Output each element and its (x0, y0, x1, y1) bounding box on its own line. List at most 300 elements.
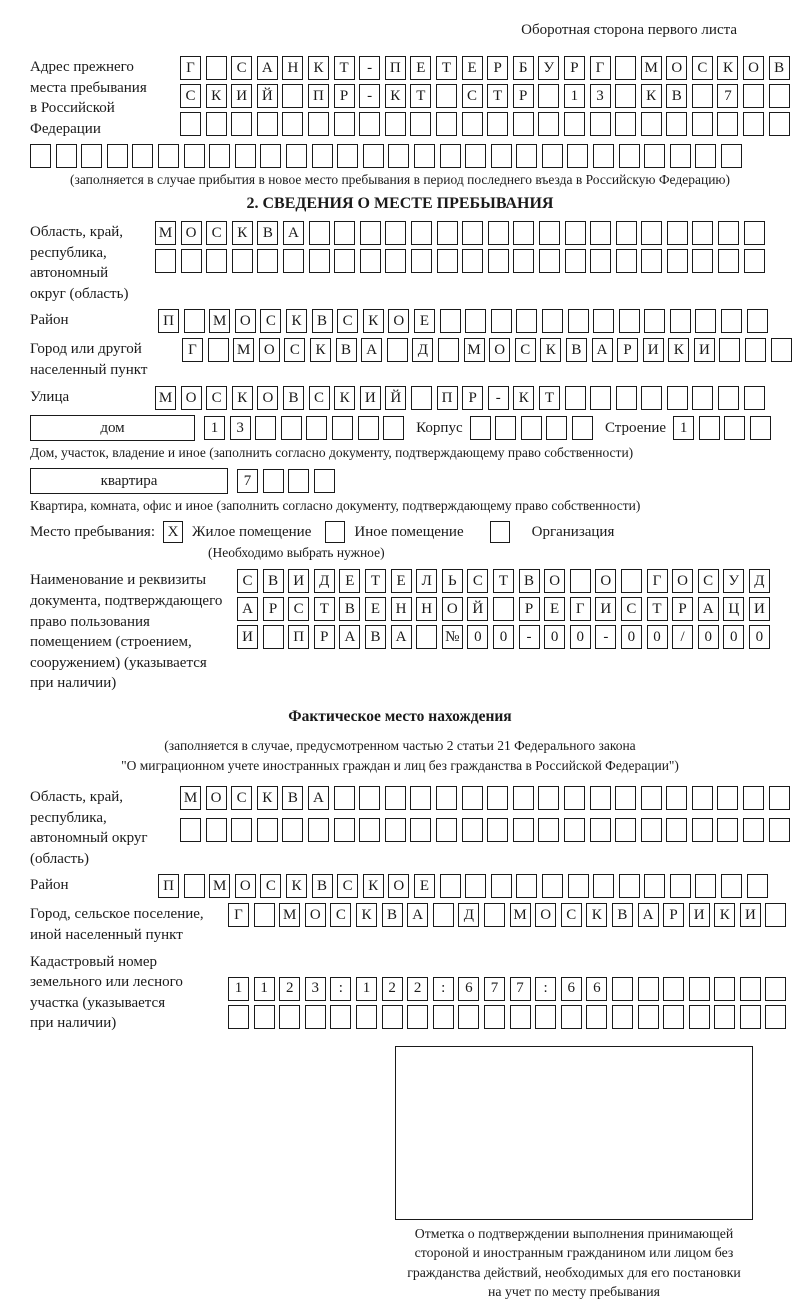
char-cell[interactable]: И (689, 903, 710, 927)
char-cell[interactable]: М (209, 874, 230, 898)
char-cell[interactable] (644, 309, 665, 333)
char-cell[interactable] (411, 249, 432, 273)
char-cell[interactable] (714, 1005, 735, 1029)
char-cell[interactable] (462, 221, 483, 245)
char-cell[interactable] (565, 221, 586, 245)
char-cell[interactable]: С (180, 84, 201, 108)
char-cell[interactable]: С (515, 338, 536, 362)
char-cell[interactable]: В (263, 569, 284, 593)
char-cell[interactable]: 1 (228, 977, 249, 1001)
char-cell[interactable]: Р (334, 84, 355, 108)
char-cell[interactable] (465, 874, 486, 898)
char-cell[interactable]: К (363, 309, 384, 333)
char-cell[interactable]: С (206, 386, 227, 410)
char-cell[interactable]: 1 (564, 84, 585, 108)
char-cell[interactable]: О (672, 569, 693, 593)
char-cell[interactable] (257, 818, 278, 842)
char-cell[interactable]: 2 (279, 977, 300, 1001)
char-cell[interactable] (621, 569, 642, 593)
char-cell[interactable]: С (260, 309, 281, 333)
char-cell[interactable]: М (180, 786, 201, 810)
char-cell[interactable]: Т (487, 84, 508, 108)
char-cell[interactable]: Р (513, 84, 534, 108)
char-cell[interactable]: № (442, 625, 463, 649)
char-cell[interactable] (564, 818, 585, 842)
char-cell[interactable]: Е (544, 597, 565, 621)
char-cell[interactable] (462, 786, 483, 810)
char-cell[interactable] (695, 144, 716, 168)
char-cell[interactable] (132, 144, 153, 168)
char-cell[interactable] (638, 1005, 659, 1029)
char-cell[interactable] (436, 112, 457, 136)
char-cell[interactable] (615, 84, 636, 108)
char-cell[interactable]: В (612, 903, 633, 927)
char-cell[interactable] (491, 874, 512, 898)
char-cell[interactable]: 0 (544, 625, 565, 649)
char-cell[interactable] (615, 818, 636, 842)
char-cell[interactable]: А (308, 786, 329, 810)
char-cell[interactable]: И (749, 597, 770, 621)
char-cell[interactable]: 0 (621, 625, 642, 649)
char-cell[interactable] (383, 416, 404, 440)
char-cell[interactable]: Н (282, 56, 303, 80)
char-cell[interactable] (465, 144, 486, 168)
char-cell[interactable] (538, 84, 559, 108)
char-cell[interactable]: И (288, 569, 309, 593)
char-cell[interactable] (360, 221, 381, 245)
char-cell[interactable]: И (595, 597, 616, 621)
char-cell[interactable] (260, 144, 281, 168)
char-cell[interactable]: И (360, 386, 381, 410)
char-cell[interactable] (387, 338, 408, 362)
char-cell[interactable] (619, 874, 640, 898)
char-cell[interactable] (695, 309, 716, 333)
char-cell[interactable]: В (282, 786, 303, 810)
char-cell[interactable] (667, 249, 688, 273)
char-cell[interactable] (564, 786, 585, 810)
char-cell[interactable] (30, 144, 51, 168)
char-cell[interactable]: П (288, 625, 309, 649)
char-cell[interactable]: С (206, 221, 227, 245)
char-cell[interactable] (330, 1005, 351, 1029)
char-cell[interactable] (721, 874, 742, 898)
char-cell[interactable]: С (309, 386, 330, 410)
char-cell[interactable] (717, 112, 738, 136)
char-cell[interactable] (359, 112, 380, 136)
char-cell[interactable] (750, 416, 771, 440)
char-cell[interactable]: В (312, 874, 333, 898)
char-cell[interactable] (385, 786, 406, 810)
char-cell[interactable]: О (666, 56, 687, 80)
char-cell[interactable] (334, 818, 355, 842)
char-cell[interactable]: В (339, 597, 360, 621)
char-cell[interactable] (721, 144, 742, 168)
char-cell[interactable] (513, 221, 534, 245)
char-cell[interactable] (590, 112, 611, 136)
char-cell[interactable] (487, 786, 508, 810)
char-cell[interactable] (312, 144, 333, 168)
char-cell[interactable] (263, 469, 284, 493)
char-cell[interactable] (771, 338, 792, 362)
char-cell[interactable] (359, 818, 380, 842)
char-cell[interactable]: Т (436, 56, 457, 80)
char-cell[interactable]: 7 (484, 977, 505, 1001)
char-cell[interactable] (615, 56, 636, 80)
char-cell[interactable] (670, 874, 691, 898)
char-cell[interactable]: П (385, 56, 406, 80)
char-cell[interactable] (670, 309, 691, 333)
char-cell[interactable] (385, 818, 406, 842)
house-type-box[interactable]: дом (30, 415, 195, 441)
char-cell[interactable] (462, 112, 483, 136)
char-cell[interactable] (765, 1005, 786, 1029)
char-cell[interactable] (306, 416, 327, 440)
char-cell[interactable] (692, 249, 713, 273)
char-cell[interactable] (644, 874, 665, 898)
char-cell[interactable] (516, 874, 537, 898)
char-cell[interactable] (765, 977, 786, 1001)
char-cell[interactable]: К (232, 221, 253, 245)
char-cell[interactable]: С (462, 84, 483, 108)
char-cell[interactable] (670, 144, 691, 168)
char-cell[interactable] (538, 818, 559, 842)
char-cell[interactable]: / (672, 625, 693, 649)
char-cell[interactable] (666, 112, 687, 136)
char-cell[interactable]: П (308, 84, 329, 108)
char-cell[interactable]: - (359, 84, 380, 108)
char-cell[interactable] (385, 112, 406, 136)
char-cell[interactable] (305, 1005, 326, 1029)
char-cell[interactable]: 0 (647, 625, 668, 649)
char-cell[interactable] (334, 112, 355, 136)
char-cell[interactable]: Н (416, 597, 437, 621)
char-cell[interactable]: А (638, 903, 659, 927)
char-cell[interactable]: 7 (237, 469, 258, 493)
char-cell[interactable]: С (288, 597, 309, 621)
char-cell[interactable] (484, 1005, 505, 1029)
char-cell[interactable]: М (279, 903, 300, 927)
char-cell[interactable] (692, 112, 713, 136)
char-cell[interactable]: О (544, 569, 565, 593)
char-cell[interactable] (462, 249, 483, 273)
char-cell[interactable] (570, 569, 591, 593)
char-cell[interactable] (360, 249, 381, 273)
char-cell[interactable]: - (595, 625, 616, 649)
char-cell[interactable] (745, 338, 766, 362)
char-cell[interactable]: А (257, 56, 278, 80)
char-cell[interactable]: Б (513, 56, 534, 80)
char-cell[interactable] (436, 84, 457, 108)
char-cell[interactable]: 0 (467, 625, 488, 649)
char-cell[interactable]: К (286, 309, 307, 333)
char-cell[interactable] (513, 249, 534, 273)
char-cell[interactable]: С (330, 903, 351, 927)
char-cell[interactable] (206, 249, 227, 273)
char-cell[interactable]: О (388, 309, 409, 333)
char-cell[interactable] (484, 903, 505, 927)
char-cell[interactable] (667, 221, 688, 245)
char-cell[interactable]: О (257, 386, 278, 410)
char-cell[interactable]: 1 (356, 977, 377, 1001)
char-cell[interactable] (180, 818, 201, 842)
char-cell[interactable]: Й (385, 386, 406, 410)
char-cell[interactable] (666, 786, 687, 810)
char-cell[interactable] (495, 416, 516, 440)
char-cell[interactable]: 1 (204, 416, 225, 440)
char-cell[interactable] (488, 249, 509, 273)
char-cell[interactable]: Е (391, 569, 412, 593)
char-cell[interactable]: П (158, 309, 179, 333)
char-cell[interactable] (689, 977, 710, 1001)
char-cell[interactable] (718, 249, 739, 273)
char-cell[interactable]: М (233, 338, 254, 362)
char-cell[interactable] (612, 977, 633, 1001)
char-cell[interactable] (263, 625, 284, 649)
char-cell[interactable] (539, 249, 560, 273)
char-cell[interactable] (568, 874, 589, 898)
char-cell[interactable] (309, 221, 330, 245)
char-cell[interactable] (663, 977, 684, 1001)
char-cell[interactable]: 7 (510, 977, 531, 1001)
char-cell[interactable] (718, 221, 739, 245)
char-cell[interactable]: Г (182, 338, 203, 362)
char-cell[interactable] (747, 874, 768, 898)
char-cell[interactable]: В (382, 903, 403, 927)
char-cell[interactable] (279, 1005, 300, 1029)
char-cell[interactable] (692, 818, 713, 842)
char-cell[interactable]: В (312, 309, 333, 333)
char-cell[interactable]: К (385, 84, 406, 108)
char-cell[interactable]: С (621, 597, 642, 621)
char-cell[interactable]: Р (564, 56, 585, 80)
char-cell[interactable] (81, 144, 102, 168)
char-cell[interactable]: Т (334, 56, 355, 80)
char-cell[interactable] (332, 416, 353, 440)
char-cell[interactable] (740, 977, 761, 1001)
char-cell[interactable] (228, 1005, 249, 1029)
char-cell[interactable]: С (231, 56, 252, 80)
char-cell[interactable]: И (237, 625, 258, 649)
char-cell[interactable]: И (643, 338, 664, 362)
char-cell[interactable] (433, 903, 454, 927)
char-cell[interactable]: С (231, 786, 252, 810)
char-cell[interactable] (458, 1005, 479, 1029)
char-cell[interactable] (411, 386, 432, 410)
char-cell[interactable] (493, 597, 514, 621)
char-cell[interactable] (593, 309, 614, 333)
char-cell[interactable] (692, 221, 713, 245)
char-cell[interactable]: К (257, 786, 278, 810)
char-cell[interactable]: А (283, 221, 304, 245)
char-cell[interactable] (513, 818, 534, 842)
char-cell[interactable]: - (359, 56, 380, 80)
char-cell[interactable] (616, 249, 637, 273)
char-cell[interactable] (619, 309, 640, 333)
char-cell[interactable] (359, 786, 380, 810)
char-cell[interactable]: Р (617, 338, 638, 362)
char-cell[interactable]: 0 (493, 625, 514, 649)
char-cell[interactable]: В (566, 338, 587, 362)
char-cell[interactable] (619, 144, 640, 168)
char-cell[interactable]: Е (410, 56, 431, 80)
char-cell[interactable] (491, 144, 512, 168)
char-cell[interactable] (667, 386, 688, 410)
char-cell[interactable] (334, 786, 355, 810)
char-cell[interactable]: Р (314, 625, 335, 649)
char-cell[interactable]: О (743, 56, 764, 80)
char-cell[interactable] (717, 818, 738, 842)
char-cell[interactable]: У (723, 569, 744, 593)
char-cell[interactable] (535, 1005, 556, 1029)
char-cell[interactable]: К (334, 386, 355, 410)
char-cell[interactable] (314, 469, 335, 493)
char-cell[interactable] (724, 416, 745, 440)
char-cell[interactable]: 0 (749, 625, 770, 649)
char-cell[interactable]: - (519, 625, 540, 649)
char-cell[interactable] (337, 144, 358, 168)
char-cell[interactable]: С (337, 309, 358, 333)
char-cell[interactable]: О (388, 874, 409, 898)
char-cell[interactable] (411, 221, 432, 245)
char-cell[interactable] (516, 144, 537, 168)
char-cell[interactable] (356, 1005, 377, 1029)
char-cell[interactable] (542, 874, 563, 898)
char-cell[interactable] (567, 144, 588, 168)
char-cell[interactable]: М (155, 221, 176, 245)
char-cell[interactable] (542, 144, 563, 168)
char-cell[interactable] (382, 1005, 403, 1029)
checkbox-organization[interactable] (490, 521, 510, 543)
char-cell[interactable] (593, 144, 614, 168)
char-cell[interactable]: Г (647, 569, 668, 593)
char-cell[interactable] (436, 786, 457, 810)
char-cell[interactable] (769, 786, 790, 810)
char-cell[interactable]: Т (365, 569, 386, 593)
char-cell[interactable] (438, 338, 459, 362)
char-cell[interactable] (692, 786, 713, 810)
char-cell[interactable] (410, 112, 431, 136)
char-cell[interactable] (257, 249, 278, 273)
char-cell[interactable]: Р (462, 386, 483, 410)
char-cell[interactable] (718, 386, 739, 410)
char-cell[interactable]: К (286, 874, 307, 898)
char-cell[interactable] (769, 818, 790, 842)
char-cell[interactable] (663, 1005, 684, 1029)
char-cell[interactable] (440, 874, 461, 898)
char-cell[interactable]: К (310, 338, 331, 362)
char-cell[interactable] (769, 84, 790, 108)
char-cell[interactable] (440, 144, 461, 168)
char-cell[interactable] (590, 818, 611, 842)
char-cell[interactable] (440, 309, 461, 333)
char-cell[interactable]: 3 (230, 416, 251, 440)
char-cell[interactable] (309, 249, 330, 273)
char-cell[interactable] (433, 1005, 454, 1029)
char-cell[interactable]: Р (519, 597, 540, 621)
char-cell[interactable]: Ц (723, 597, 744, 621)
char-cell[interactable] (206, 56, 227, 80)
char-cell[interactable]: М (641, 56, 662, 80)
char-cell[interactable] (410, 786, 431, 810)
char-cell[interactable] (743, 818, 764, 842)
char-cell[interactable] (590, 386, 611, 410)
char-cell[interactable] (719, 338, 740, 362)
char-cell[interactable]: О (595, 569, 616, 593)
char-cell[interactable]: Г (228, 903, 249, 927)
char-cell[interactable] (231, 818, 252, 842)
char-cell[interactable]: Й (467, 597, 488, 621)
char-cell[interactable] (465, 309, 486, 333)
char-cell[interactable] (283, 249, 304, 273)
char-cell[interactable] (692, 84, 713, 108)
char-cell[interactable] (743, 84, 764, 108)
char-cell[interactable]: С (260, 874, 281, 898)
char-cell[interactable]: В (283, 386, 304, 410)
char-cell[interactable]: В (365, 625, 386, 649)
char-cell[interactable]: Т (410, 84, 431, 108)
char-cell[interactable]: Д (749, 569, 770, 593)
char-cell[interactable]: 3 (305, 977, 326, 1001)
char-cell[interactable]: Г (570, 597, 591, 621)
char-cell[interactable]: О (235, 874, 256, 898)
char-cell[interactable]: М (464, 338, 485, 362)
char-cell[interactable]: Т (314, 597, 335, 621)
char-cell[interactable] (181, 249, 202, 273)
char-cell[interactable] (491, 309, 512, 333)
char-cell[interactable]: О (442, 597, 463, 621)
char-cell[interactable] (546, 416, 567, 440)
char-cell[interactable] (572, 416, 593, 440)
char-cell[interactable] (462, 818, 483, 842)
char-cell[interactable]: С (337, 874, 358, 898)
char-cell[interactable] (487, 818, 508, 842)
char-cell[interactable] (488, 221, 509, 245)
char-cell[interactable]: П (158, 874, 179, 898)
char-cell[interactable] (254, 903, 275, 927)
char-cell[interactable]: С (237, 569, 258, 593)
char-cell[interactable] (689, 1005, 710, 1029)
char-cell[interactable]: Е (365, 597, 386, 621)
char-cell[interactable] (308, 818, 329, 842)
char-cell[interactable] (180, 112, 201, 136)
char-cell[interactable]: 2 (407, 977, 428, 1001)
char-cell[interactable]: С (692, 56, 713, 80)
char-cell[interactable] (717, 786, 738, 810)
char-cell[interactable]: : (535, 977, 556, 1001)
char-cell[interactable]: А (698, 597, 719, 621)
char-cell[interactable] (308, 112, 329, 136)
char-cell[interactable] (385, 249, 406, 273)
char-cell[interactable]: К (513, 386, 534, 410)
char-cell[interactable]: 6 (458, 977, 479, 1001)
char-cell[interactable]: В (769, 56, 790, 80)
char-cell[interactable] (208, 338, 229, 362)
char-cell[interactable] (590, 221, 611, 245)
char-cell[interactable]: В (336, 338, 357, 362)
char-cell[interactable] (568, 309, 589, 333)
char-cell[interactable]: С (561, 903, 582, 927)
char-cell[interactable]: Г (180, 56, 201, 80)
char-cell[interactable] (437, 221, 458, 245)
char-cell[interactable]: Е (414, 874, 435, 898)
char-cell[interactable] (593, 874, 614, 898)
char-cell[interactable] (281, 416, 302, 440)
char-cell[interactable]: 3 (590, 84, 611, 108)
char-cell[interactable]: С (698, 569, 719, 593)
char-cell[interactable]: А (391, 625, 412, 649)
char-cell[interactable]: Е (414, 309, 435, 333)
char-cell[interactable]: М (510, 903, 531, 927)
